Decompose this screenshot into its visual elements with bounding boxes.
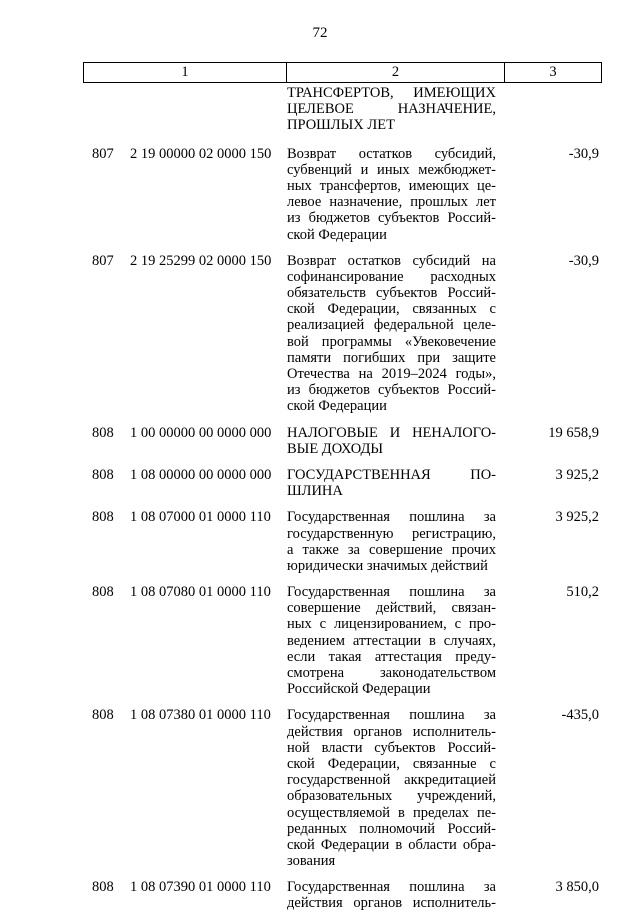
income-name-line: Отечества на 2019–2024 годы», [287, 366, 496, 382]
income-name-line: НАЛОГОВЫЕ И НЕНАЛОГО- [287, 424, 496, 441]
income-name-line: ской Федерации [287, 398, 387, 415]
budget-code-cell [130, 85, 287, 134]
income-name-line: ской Федерации [287, 226, 387, 243]
income-name-line: Государственная пошлина за [287, 707, 496, 724]
table-row [0, 707, 640, 869]
admin-code-cell: 808 [92, 424, 114, 441]
income-name-line: субвенций и иных межбюджет- [287, 161, 496, 178]
income-name-line: действия органов исполнитель- [287, 895, 496, 912]
amount-cell [496, 85, 599, 134]
income-name-line: совершение действий, связан- [287, 600, 496, 617]
income-name-cell [287, 425, 496, 457]
income-name-line: ШЛИНА [287, 483, 343, 500]
income-name-line: ТРАНСФЕРТОВ, ИМЕЮЩИХ [287, 85, 496, 101]
income-name-line: софинансирование расходных [287, 268, 496, 285]
budget-code-cell: 2 19 25299 02 0000 150 [130, 252, 272, 269]
income-name-line: ведением аттестации в случаях, [287, 632, 496, 649]
budget-code-cell: 1 08 07000 01 0000 110 [130, 509, 271, 526]
income-name-cell [287, 85, 496, 134]
admin-code-cell [0, 85, 130, 134]
income-name-line: образовательных учреждений, [287, 788, 496, 805]
table-body [0, 85, 640, 922]
income-name-line: ПРОШЛЫХ ЛЕТ [287, 117, 395, 134]
income-name-cell [287, 253, 496, 415]
budget-code-cell: 1 08 07390 01 0000 110 [130, 879, 271, 896]
admin-code-cell: 808 [92, 466, 114, 483]
income-name-line: ных с лицензированием, с про- [287, 616, 496, 633]
income-name-line: Государственная пошлина за [287, 584, 496, 601]
admin-code-cell: 808 [92, 879, 114, 896]
table-row [0, 253, 640, 415]
column-2-header: 2 [286, 63, 504, 82]
budget-code-cell: 1 00 00000 00 0000 000 [130, 424, 272, 441]
income-name-cell [287, 146, 496, 243]
income-name-line: ской Федерации, связанных с [287, 301, 496, 318]
income-name-line: осуществляемой в пределах пе- [287, 804, 496, 821]
table-column-header [83, 62, 602, 83]
amount-cell: -30,9 [568, 145, 599, 162]
amount-cell: 510,2 [566, 584, 599, 601]
income-name-line: если такая аттестация преду- [287, 648, 496, 665]
amount-cell: 19 658,9 [548, 424, 599, 441]
income-name-line: Возврат остатков субсидий, [287, 145, 496, 162]
income-name-line: из бюджетов субъектов Россий- [287, 210, 496, 227]
income-name-line: Российской Федерации [287, 681, 431, 698]
income-name-line: ГОСУДАРСТВЕННАЯ ПО- [287, 466, 496, 483]
income-name-cell [287, 584, 496, 697]
income-name-line: действия органов исполнитель- [287, 723, 496, 740]
column-3-header: 3 [504, 63, 601, 82]
income-name-line: из бюджетов субъектов Россий- [287, 382, 496, 399]
budget-code-cell: 2 19 00000 02 0000 150 [130, 145, 272, 162]
admin-code-cell: 808 [92, 509, 114, 526]
table-row [0, 879, 640, 911]
income-name-line: ЦЕЛЕВОЕ НАЗНАЧЕНИЕ, [287, 101, 496, 118]
income-name-line: а также за совершение прочих [287, 541, 496, 558]
amount-cell: 3 850,0 [555, 879, 599, 896]
budget-code-cell: 1 08 07380 01 0000 110 [130, 707, 271, 724]
income-name-line: Возврат остатков субсидий на [287, 252, 496, 269]
table-row [0, 467, 640, 499]
income-name-line: государственную регистрацию, [287, 525, 496, 542]
amount-cell: 3 925,2 [555, 509, 599, 526]
page-number: 72 [312, 25, 328, 41]
income-name-line: ской Федерации, связанные с [287, 755, 496, 772]
amount-cell: 3 925,2 [555, 466, 599, 483]
budget-code-cell: 1 08 00000 00 0000 000 [130, 466, 272, 483]
table-row [0, 146, 640, 243]
income-name-line: ных трансфертов, имеющих це- [287, 177, 496, 194]
income-name-line: юридически значимых действий [287, 557, 488, 574]
admin-code-cell: 807 [92, 252, 114, 269]
income-name-cell [287, 707, 496, 869]
table-row [0, 584, 640, 697]
income-name-line: реализацией федеральной целе- [287, 317, 496, 334]
income-name-line: ской Федерации в области обра- [287, 836, 496, 853]
table-row [0, 509, 640, 574]
income-name-line: обязательств субъектов Россий- [287, 285, 496, 302]
income-name-line: памяти погибших при защите [287, 349, 496, 366]
income-name-line: ВЫЕ ДОХОДЫ [287, 440, 384, 457]
income-name-line: Государственная пошлина за [287, 509, 496, 526]
income-name-cell [287, 879, 496, 911]
amount-cell: -30,9 [568, 252, 599, 269]
admin-code-cell: 808 [92, 584, 114, 601]
income-name-cell [287, 467, 496, 499]
income-name-cell [287, 509, 496, 574]
income-name-line: реданных полномочий Россий- [287, 820, 496, 837]
column-1-header: 1 [181, 64, 189, 80]
admin-code-cell: 807 [92, 145, 114, 162]
income-name-line: смотрена законодательством [287, 665, 496, 681]
table-row [0, 85, 640, 134]
income-name-line: вой программы «Увековечение [287, 333, 496, 350]
admin-code-cell: 808 [92, 707, 114, 724]
table-row [0, 425, 640, 457]
income-name-line: государственной аккредитацией [287, 772, 496, 789]
income-name-line: ной власти субъектов Россий- [287, 739, 496, 756]
income-name-line: левое назначение, прошлых лет [287, 194, 496, 211]
income-name-line: зования [287, 853, 336, 870]
amount-cell: -435,0 [561, 707, 599, 724]
income-name-line: Государственная пошлина за [287, 879, 496, 896]
budget-code-cell: 1 08 07080 01 0000 110 [130, 584, 271, 601]
